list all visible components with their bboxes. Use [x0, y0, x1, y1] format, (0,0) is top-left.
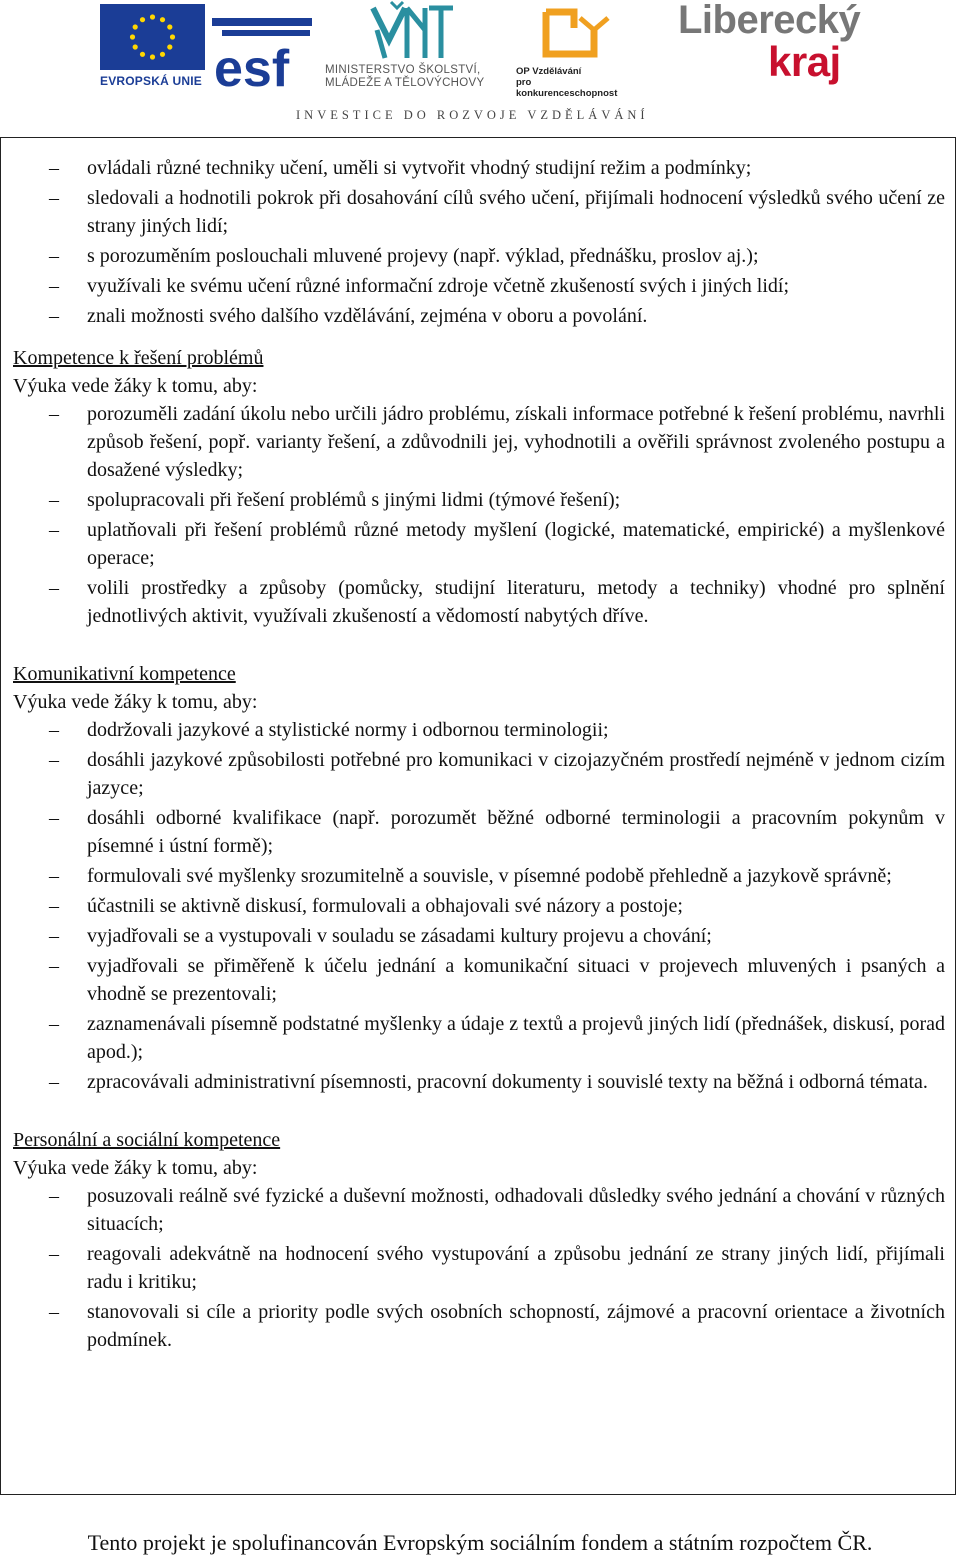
eu-logo — [100, 4, 205, 90]
list-item: – reagovali adekvátně na hodnocení svého vystupování a způsobu jednání ze strany jiných lidí, přijímali radu i kritiku; — [13, 1240, 945, 1296]
dash-list — [13, 400, 945, 630]
list-item: – s porozuměním poslouchali mluvené projevy (např. výklad, přednášku, proslov aj.); — [13, 242, 945, 270]
content-frame — [0, 137, 956, 1495]
list-item: – posuzovali reálně své fyzické a duševní možnosti, odhadovali důsledky svého jednání a chování v různých situacích; — [13, 1182, 945, 1238]
page-header — [0, 0, 960, 130]
list-item: – znali možnosti svého dalšího vzdělávání, zejména v oboru a povolání. — [13, 302, 945, 330]
dash-list — [13, 716, 945, 1096]
list-item: – dosáhli odborné kvalifikace (např. porozumět běžné odborné terminologii a pracovním pokynům v písemné i ústní formě); — [13, 804, 945, 860]
section — [13, 1126, 945, 1354]
list-item: – sledovali a hodnotili pokrok při dosahování cílů svého učení, přijímali hodnocení výsledků svého učení ze strany jiných lidí; — [13, 184, 945, 240]
msmt-caption: MINISTERSTVO ŠKOLSTVÍ, MLÁDEŽE A TĚLOVÝCHOVY — [325, 64, 485, 89]
tagline: INVESTICE DO ROZVOJE VZDĚLÁVÁNÍ — [296, 108, 649, 122]
msmt-logo — [325, 0, 505, 92]
eu-caption: EVROPSKÁ UNIE — [100, 74, 202, 88]
op-caption: OP Vzdělávání pro konkurenceschopnost — [516, 66, 618, 99]
section-heading: Komunikativní kompetence — [13, 663, 236, 685]
section-intro: Výuka vede žáky k tomu, aby: — [13, 1157, 258, 1179]
eu-flag-icon — [100, 4, 205, 70]
list-item: – stanovovali si cíle a priority podle svých osobních schopností, zájmové a pracovní orientace a životních podmínek. — [13, 1298, 945, 1354]
esf-logo — [212, 18, 312, 90]
list-item: – porozuměli zadání úkolu nebo určili jádro problému, získali informace potřebné k řešení problému, navrhli způsob řešení, popř. varianty řešení, a zdůvodnili jej, vyhodnotili a ověřili správnost zvoleného postupu a dosažené výsledky; — [13, 400, 945, 484]
section-heading: Kompetence k řešení problémů — [13, 347, 264, 369]
list-item: – dosáhli jazykové způsobilosti potřebné pro komunikaci v cizojazyčném prostředí nejméně v jednom cizím jazyce; — [13, 746, 945, 802]
list-item: – volili prostředky a způsoby (pomůcky, studijní literaturu, metody a techniky) vhodné pro splnění jednotlivých aktivit, využívali zkušeností a vědomostí nabytých dříve. — [13, 574, 945, 630]
section — [13, 154, 945, 330]
list-item: – využívali ke svému učení různé informační zdroje včetně zkušeností svých i jiných lidí; — [13, 272, 945, 300]
list-item: – uplatňovali při řešení problémů různé metody myšlení (logické, matematické, empirické) a myšlenkové operace; — [13, 516, 945, 572]
section-intro: Výuka vede žáky k tomu, aby: — [13, 375, 258, 397]
section-heading: Personální a sociální kompetence — [13, 1129, 281, 1151]
section — [13, 344, 945, 646]
dash-list — [13, 154, 945, 330]
list-item: – zaznamenávali písemně podstatné myšlenky a údaje z textů a projevů jiných lidí (přednášek, diskusí, porad apod.); — [13, 1010, 945, 1066]
list-item: – spolupracovali při řešení problémů s jinými lidmi (týmové řešení); — [13, 486, 945, 514]
footer-note: Tento projekt je spolufinancován Evropským sociálním fondem a státním rozpočtem ČR. — [87, 1530, 873, 1555]
list-item: – účastnili se aktivně diskusí, formulovali a obhajovali své názory a postoje; — [13, 892, 945, 920]
list-item: – vyjadřovali se přiměřeně k účelu jednání a komunikační situaci v projevech mluvených i psaných a vhodně se prezentovali; — [13, 952, 945, 1008]
list-item: – vyjadřovali se a vystupovali v souladu se zásadami kultury projevu a chování; — [13, 922, 945, 950]
list-item: – ovládali různé techniky učení, uměli si vytvořit vhodný studijní režim a podmínky; — [13, 154, 945, 182]
list-item: – dodržovali jazykové a stylistické normy i odbornou terminologii; — [13, 716, 945, 744]
op-logo — [516, 4, 631, 99]
list-item: – zpracovávali administrativní písemnosti, pracovní dokumenty i souvislé texty na běžná i odborná témata. — [13, 1068, 945, 1096]
content-body — [13, 154, 945, 1356]
liberecky-kraj-logo: Liberecký kraj — [678, 0, 861, 85]
esf-text: esf — [214, 40, 290, 90]
dash-list — [13, 1182, 945, 1354]
section-intro: Výuka vede žáky k tomu, aby: — [13, 691, 258, 713]
section — [13, 660, 945, 1112]
list-item: – formulovali své myšlenky srozumitelně a souvisle, v písemné podobě přehledně a jazykově správně; — [13, 862, 945, 890]
